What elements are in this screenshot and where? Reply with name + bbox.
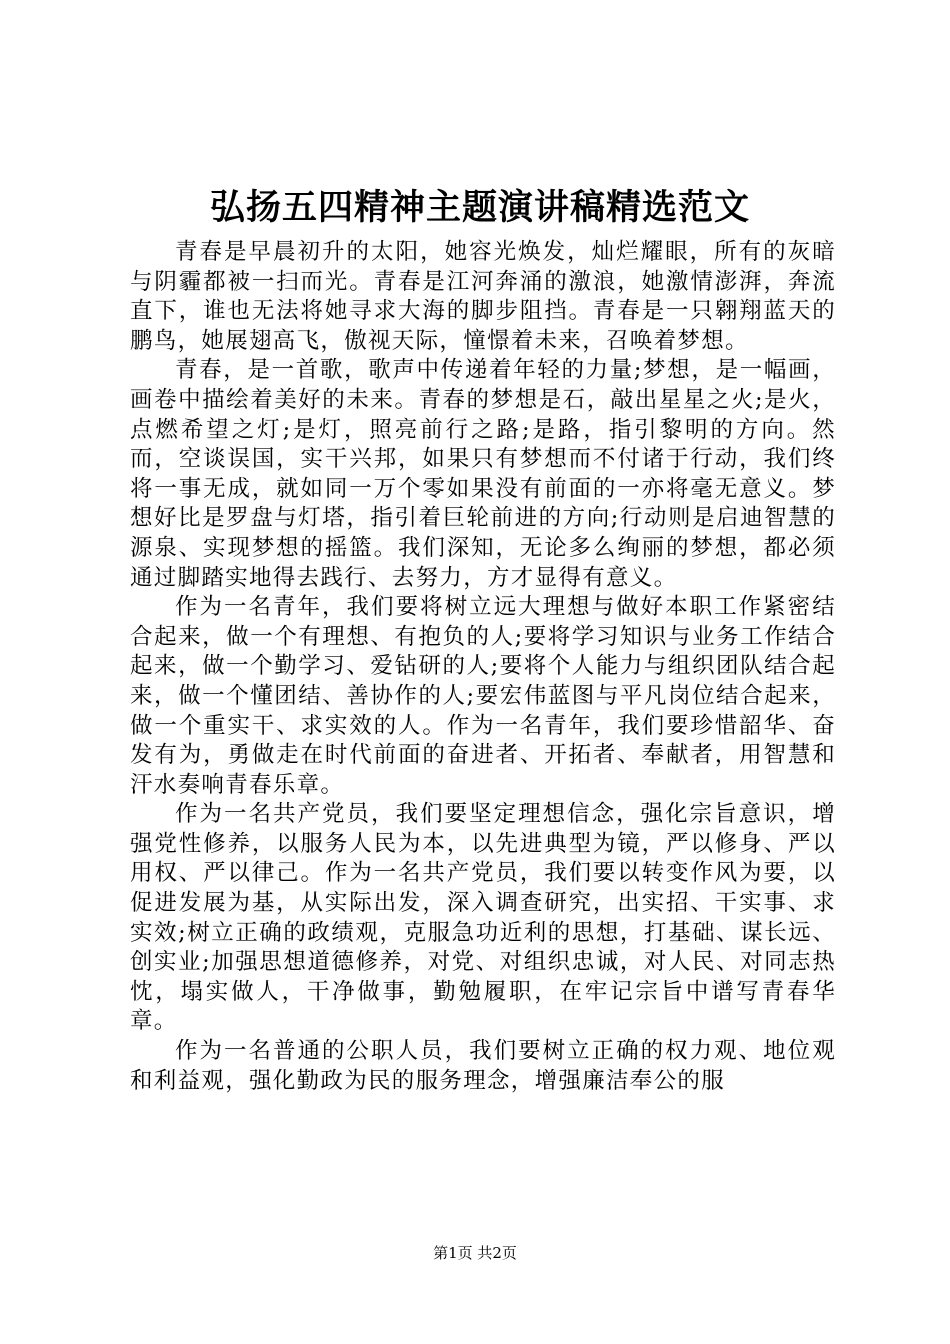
paragraph-4: 作为一名共产党员，我们要坚定理想信念，强化宗旨意识，增强党性修养，以服务人民为本，以先进典型为镜，严以修身、严以用权、严以律己。作为一名共产党员，我们要以转变作风为要，以促进发展为基，从实际出发，深入调查研究，出实招、干实事、求实效;树立正确的政绩观，克服急功近利的思想，打基础、谋长远、创实业;加强思想道德修养，对党、对组织忠诚，对人民、对同志热忱，塌实做人，干净做事，勤勉履职，在牢记宗旨中谱写青春华章。: [130, 801, 836, 1035]
paragraph-1: 青春是早晨初升的太阳，她容光焕发，灿烂耀眼，所有的灰暗与阴霾都被一扫而光。青春是江河奔涌的激浪，她激情澎湃，奔流直下，谁也无法将她寻求大海的脚步阻挡。青春是一只翱翔蓝天的鹏鸟，她展翅高飞，傲视天际，憧憬着未来，召唤着梦想。: [130, 239, 836, 354]
paragraph-5: 作为一名普通的公职人员，我们要树立正确的权力观、地位观和利益观，强化勤政为民的服务理念，增强廉洁奉公的服: [130, 1038, 836, 1094]
page-footer: 第1页 共2页: [433, 1244, 517, 1262]
paragraph-3: 作为一名青年，我们要将树立远大理想与做好本职工作紧密结合起来，做一个有理想、有抱负的人;要将学习知识与业务工作结合起来，做一个勤学习、爱钻研的人;要将个人能力与组织团队结合起来，做一个懂团结、善协作的人;要宏伟蓝图与平凡岗位结合起来，做一个重实干、求实效的人。作为一名青年，我们要珍惜韶华、奋发有为，勇做走在时代前面的奋进者、开拓者、奉献者，用智慧和汗水奏响青春乐章。: [130, 594, 836, 798]
document-body: [130, 238, 836, 1096]
paragraph-2: 青春，是一首歌，歌声中传递着年轻的力量;梦想，是一幅画，画卷中描绘着美好的未来。青春的梦想是石，敲出星星之火;是火，点燃希望之灯;是灯，照亮前行之路;是路，指引黎明的方向。然而，空谈误国，实干兴邦，如果只有梦想而不付诸于行动，我们终将一事无成，就如同一万个零如果没有前面的一亦将毫无意义。梦想好比是罗盘与灯塔，指引着巨轮前进的方向;行动则是启迪智慧的源泉、实现梦想的摇篮。我们深知，无论多么绚丽的梦想，都必须通过脚踏实地得去践行、去努力，方才显得有意义。: [130, 357, 836, 591]
document-title: 弘扬五四精神主题演讲稿精选范文: [209, 187, 750, 228]
